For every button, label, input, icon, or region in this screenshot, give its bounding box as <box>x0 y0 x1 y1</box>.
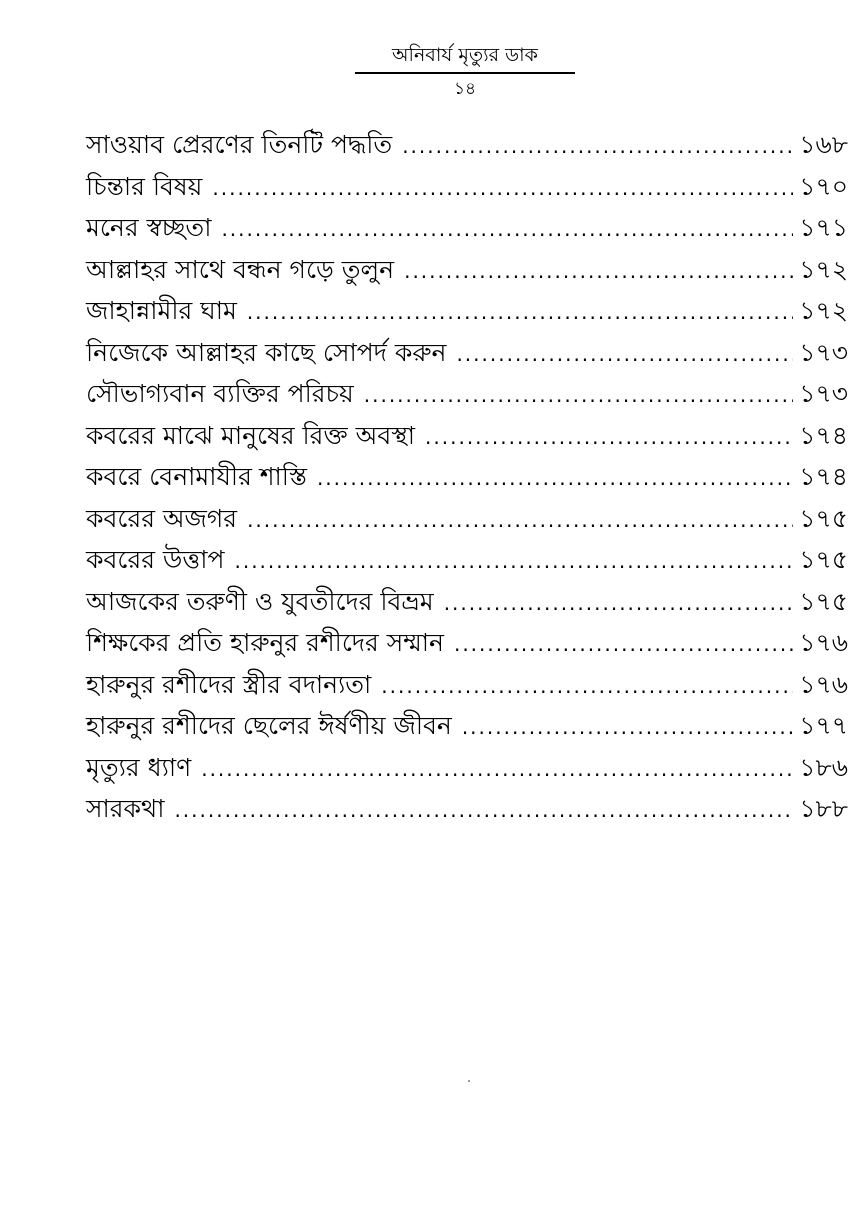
book-title: অনিবার্য মৃত্যুর ডাক <box>392 44 538 66</box>
toc-entry-page: ১৭৫ <box>799 503 848 533</box>
toc-entry-page: ১৭৬ <box>799 628 848 657</box>
toc-entry <box>86 332 848 374</box>
toc-entry-page: ১৬৮ <box>799 130 848 159</box>
toc-entry <box>86 664 848 706</box>
toc-entry-page: ১৭৫ <box>799 586 848 616</box>
toc-entry <box>86 539 848 581</box>
toc-dot-leader <box>404 251 793 293</box>
toc-entry-page: ১৭৩ <box>799 379 848 408</box>
toc-dot-leader <box>201 749 793 791</box>
toc-entry <box>86 373 848 415</box>
toc-entry <box>86 249 848 291</box>
toc-entry-page: ১৭৭ <box>799 711 848 740</box>
toc-entry <box>86 166 848 208</box>
toc-dot-leader <box>462 707 793 749</box>
toc-entry <box>86 415 848 457</box>
toc-dot-leader <box>174 790 793 832</box>
toc-dot-leader <box>317 458 793 500</box>
toc-entry-page: ১৭১ <box>799 213 848 242</box>
toc-entry-title: কবরে বেনামাযীর শাস্তি <box>86 462 307 491</box>
toc-entry-title: আল্লাহর সাথে বন্ধন গড়ে তুলুন <box>86 254 395 284</box>
toc-entry <box>86 290 848 332</box>
toc-entry <box>86 747 848 789</box>
toc-entry-title: সারকথা <box>86 794 165 823</box>
toc-dot-leader <box>456 334 793 376</box>
toc-dot-leader <box>425 417 793 459</box>
toc-entry-page: ১৭৪ <box>799 462 848 491</box>
toc-entry <box>86 788 848 830</box>
toc-entry-title: চিন্তার বিষয় <box>86 171 203 201</box>
scan-speck <box>468 1080 470 1082</box>
toc-entry-page: ১৭৩ <box>799 337 848 367</box>
toc-dot-leader <box>212 168 793 210</box>
toc-entry-page: ১৭২ <box>799 296 848 325</box>
page-number: ১৪ <box>453 79 477 99</box>
toc-dot-leader <box>234 541 793 583</box>
page-header <box>355 42 575 100</box>
toc-entry-title: কবরের অজগর <box>86 503 238 533</box>
toc-dot-leader <box>247 500 793 542</box>
toc-dot-leader <box>221 209 793 251</box>
toc-entry-title: হারুনুর রশীদের স্ত্রীর বদান্যতা <box>86 669 372 699</box>
toc-dot-leader <box>381 666 793 708</box>
toc-entry-title: নিজেকে আল্লাহর কাছে সোপর্দ করুন <box>86 337 447 367</box>
toc-entry <box>86 581 848 623</box>
toc-entry-page: ১৮৮ <box>799 794 848 823</box>
toc-entry-title: সাওয়াব প্রেরণের তিনটি পদ্ধতি <box>86 130 393 159</box>
header-rule <box>355 72 575 74</box>
toc-entry <box>86 124 848 166</box>
toc-entry-title: হারুনুর রশীদের ছেলের ঈর্ষণীয় জীবন <box>86 711 452 740</box>
toc-entry-page: ১৭৪ <box>799 420 848 450</box>
toc-entry-title: আজকের তরুণী ও যুবতীদের বিভ্রম <box>86 586 434 616</box>
table-of-contents <box>86 124 848 830</box>
toc-entry-page: ১৭৫ <box>799 545 848 574</box>
toc-entry-title: কবরের উত্তাপ <box>86 545 225 574</box>
toc-entry <box>86 498 848 540</box>
toc-dot-leader <box>454 624 793 666</box>
toc-entry-title: মনের স্বচ্ছতা <box>86 213 212 242</box>
toc-entry-title: কবরের মাঝে মানুষের রিক্ত অবস্থা <box>86 420 416 450</box>
toc-entry-page: ১৭২ <box>799 254 848 284</box>
toc-entry <box>86 705 848 747</box>
toc-entry <box>86 207 848 249</box>
toc-dot-leader <box>402 126 793 168</box>
toc-entry-title: জাহান্নামীর ঘাম <box>86 296 237 325</box>
toc-entry-title: শিক্ষকের প্রতি হারুনুর রশীদের সম্মান <box>86 628 444 657</box>
toc-entry-page: ১৭০ <box>799 171 848 201</box>
toc-entry <box>86 456 848 498</box>
toc-entry-title: সৌভাগ্যবান ব্যক্তির পরিচয় <box>86 379 354 408</box>
toc-entry-title: মৃত্যুর ধ্যাণ <box>86 752 192 782</box>
toc-dot-leader <box>444 583 794 625</box>
toc-entry-page: ১৭৬ <box>799 669 848 699</box>
toc-entry <box>86 622 848 664</box>
toc-dot-leader <box>247 292 793 334</box>
toc-dot-leader <box>364 375 794 417</box>
toc-entry-page: ১৮৬ <box>799 752 848 782</box>
